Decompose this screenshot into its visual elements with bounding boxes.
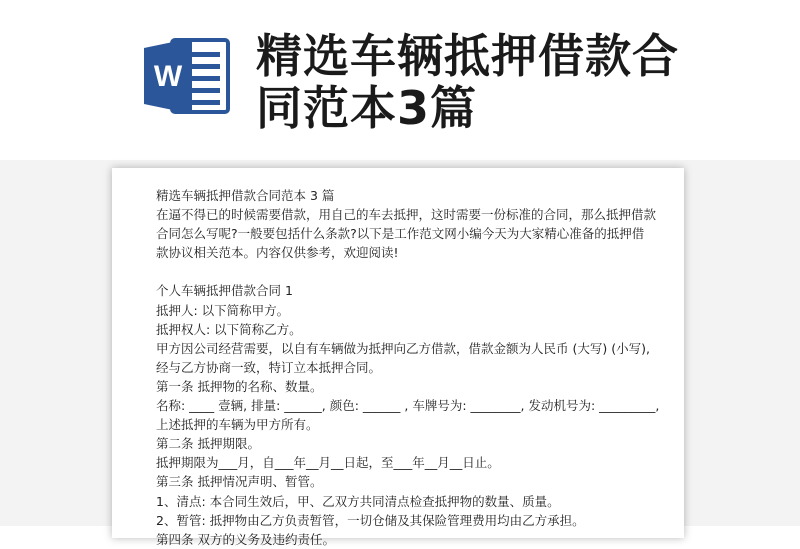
document-line: 第一条 抵押物的名称、数量。	[156, 378, 323, 394]
document-line: 第二条 抵押期限。	[156, 436, 260, 452]
document-line: 甲方因公司经营需要，以自有车辆做为抵押向乙方借款，借款金额为人民币 (大写) (小写),	[156, 340, 650, 356]
document-line: 1、清点: 本合同生效后，甲、乙双方共同清点检查抵押物的数量、质量。	[156, 493, 560, 509]
document-line: 2、暂管: 抵押物由乙方负责暂管，一切仓储及其保险管理费用均由乙方承担。	[156, 512, 585, 528]
document-line: 第四条 双方的义务及违约责任。	[156, 531, 335, 547]
document-line: 个人车辆抵押借款合同 1	[156, 283, 293, 299]
document-line: 精选车辆抵押借款合同范本 3 篇	[156, 188, 335, 203]
document-line: 上述抵押的车辆为甲方所有。	[156, 417, 319, 433]
document-page[interactable]	[112, 168, 684, 547]
word-document-icon	[142, 34, 232, 118]
page-title	[256, 30, 776, 134]
document-line: 抵押人: 以下简称甲方。	[156, 302, 290, 318]
document-line: 名称: ____ 壹辆, 排量: ______, 颜色: ______ , 车牌号为: ________, 发动机号为: _________,	[156, 398, 660, 414]
document-line: 抵押期限为___月，自___年__月__日起，至___年__月__日止。	[156, 455, 500, 471]
title-line-2: 同范本3篇	[256, 81, 478, 135]
document-body	[156, 186, 660, 549]
title-line-1: 精选车辆抵押借款合	[256, 29, 679, 83]
document-line: 在逼不得已的时候需要借款，用自己的车去抵押，这时需要一份标准的合同，那么抵押借款	[156, 207, 657, 223]
document-line: 款协议相关范本。内容仅供参考，欢迎阅读!	[156, 245, 399, 261]
document-line: 合同怎么写呢?一般要包括什么条款?以下是工作范文网小编今天为大家精心准备的抵押借	[156, 226, 645, 242]
document-line	[156, 262, 656, 281]
document-line: 经与乙方协商一致，特订立本抵押合同。	[156, 359, 382, 375]
document-line: 抵押权人: 以下简称乙方。	[156, 321, 302, 337]
word-letter: W	[153, 60, 183, 93]
document-line: 第三条 抵押情况声明、暂管。	[156, 474, 323, 490]
header-banner	[0, 0, 800, 160]
